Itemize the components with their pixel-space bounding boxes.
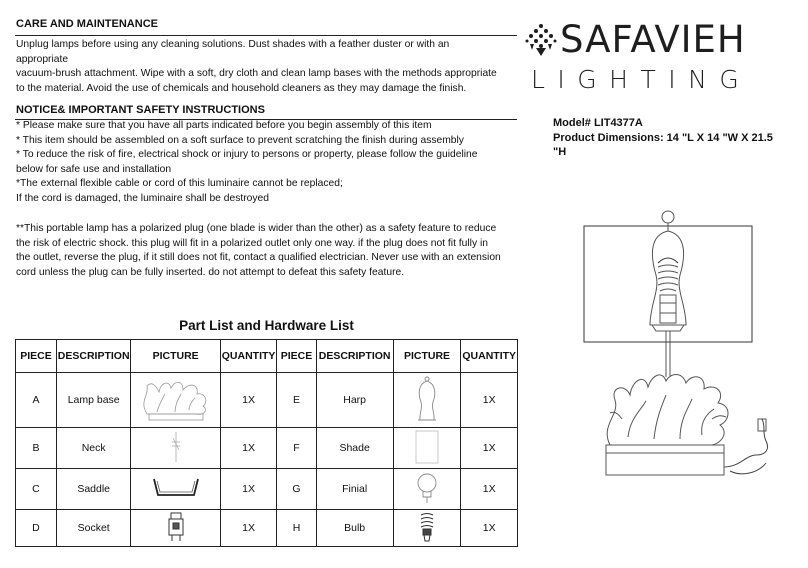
header-picture: PICTURE: [393, 340, 461, 373]
quantity-cell: 1X: [461, 428, 518, 469]
care-line: vacuum-brush attachment. Wipe with a soft, dry cloth and clean lamp bases with the methods appropriate: [16, 68, 497, 79]
neck-icon: [169, 430, 183, 467]
plug-line: cord unless the plug can be fully inserted. do not attempt to defeat this safety feature.: [16, 266, 405, 278]
chandelier-logo-icon: [524, 22, 558, 62]
brand-sub: LIGHTING: [531, 65, 752, 94]
table-row: [16, 428, 518, 469]
notice-line: below for safe use and installation: [16, 163, 172, 175]
table-row: [16, 510, 518, 547]
finial-icon: [415, 471, 439, 508]
quantity-cell: 1X: [461, 510, 518, 547]
notice-text: [16, 119, 516, 206]
parts-title: Part List and Hardware List: [179, 318, 354, 333]
care-line: to the material. Avoid the use of chemicals and household cleaners as they may damage the finish.: [16, 82, 467, 94]
header-piece: PIECE: [277, 340, 316, 373]
table-row: [16, 469, 518, 510]
description-cell: Neck: [56, 428, 131, 469]
care-divider: [15, 35, 517, 36]
product-dimensions-unit: "H: [553, 146, 567, 158]
picture-cell: [131, 373, 220, 428]
description-cell: Lamp base: [56, 373, 131, 428]
header-quantity: QUANTITY: [220, 340, 277, 373]
description-cell: Socket: [56, 510, 131, 547]
description-cell: Saddle: [56, 469, 131, 510]
picture-cell: [131, 469, 220, 510]
piece-cell: F: [277, 428, 316, 469]
picture-cell: [131, 510, 220, 547]
picture-cell: [131, 428, 220, 469]
piece-cell: E: [277, 373, 316, 428]
plug-notice: [16, 222, 521, 280]
quantity-cell: 1X: [220, 428, 277, 469]
piece-cell: C: [16, 469, 57, 510]
brand-name: SAFAVIEH: [560, 18, 746, 61]
notice-line: * To reduce the risk of fire, electrical shock or injury to persons or property, please follow the guideline: [16, 149, 478, 160]
lamp-drawing: [570, 205, 790, 495]
picture-cell: [393, 510, 461, 547]
saddle-icon: [151, 475, 201, 504]
piece-cell: D: [16, 510, 57, 547]
piece-cell: A: [16, 373, 57, 428]
header-description: DESCRIPTION: [316, 340, 393, 373]
parts-header-row: [16, 340, 518, 373]
piece-cell: B: [16, 428, 57, 469]
notice-heading: NOTICE& IMPORTANT SAFETY INSTRUCTIONS: [16, 104, 265, 116]
product-dimensions: Product Dimensions: 14 "L X 14 "W X 21.5: [553, 132, 773, 144]
quantity-cell: 1X: [220, 469, 277, 510]
quantity-cell: 1X: [220, 373, 277, 428]
coral-base-icon: [137, 376, 215, 425]
header-picture: PICTURE: [131, 340, 220, 373]
care-line: Unplug lamps before using any cleaning solutions. Dust shades with a feather duster or with an: [16, 39, 450, 50]
quantity-cell: 1X: [220, 510, 277, 547]
description-cell: Shade: [316, 428, 393, 469]
notice-line: If the cord is damaged, the luminaire shall be destroyed: [16, 192, 269, 204]
care-text: [16, 38, 516, 96]
description-cell: Bulb: [316, 510, 393, 547]
bulb-icon: [417, 511, 437, 546]
description-cell: Finial: [316, 469, 393, 510]
plug-line: the risk of electric shock. this plug will fit in a polarized outlet only one way. if the plug does not fit fully in: [16, 237, 488, 249]
care-heading: CARE AND MAINTENANCE: [16, 18, 158, 30]
picture-cell: [393, 428, 461, 469]
quantity-cell: 1X: [461, 469, 518, 510]
parts-table: [15, 339, 518, 547]
header-piece: PIECE: [16, 340, 57, 373]
socket-icon: [166, 511, 186, 546]
notice-line: * This item should be assembled on a soft surface to prevent scratching the finish during assembly: [16, 134, 464, 146]
piece-cell: H: [277, 510, 316, 547]
header-description: DESCRIPTION: [56, 340, 131, 373]
picture-cell: [393, 469, 461, 510]
header-quantity: QUANTITY: [461, 340, 518, 373]
piece-cell: G: [277, 469, 316, 510]
care-line: appropriate: [16, 53, 69, 65]
table-row: [16, 373, 518, 428]
description-cell: Harp: [316, 373, 393, 428]
notice-line: * Please make sure that you have all parts indicated before you begin assembly of this item: [16, 120, 432, 131]
model-number: Model# LIT4377A: [553, 117, 643, 129]
plug-line: **This portable lamp has a polarized plug (one blade is wider than the other) as a safety feature to reduce: [16, 223, 497, 234]
plug-line: the outlet, reverse the plug, if it still does not fit, contact a qualified electrician. Never use with an extension: [16, 252, 501, 263]
picture-cell: [393, 373, 461, 428]
notice-line: *The external flexible cable or cord of this luminaire cannot be replaced;: [16, 178, 343, 189]
shade-icon: [414, 429, 440, 468]
quantity-cell: 1X: [461, 373, 518, 428]
harp-icon: [412, 376, 442, 425]
